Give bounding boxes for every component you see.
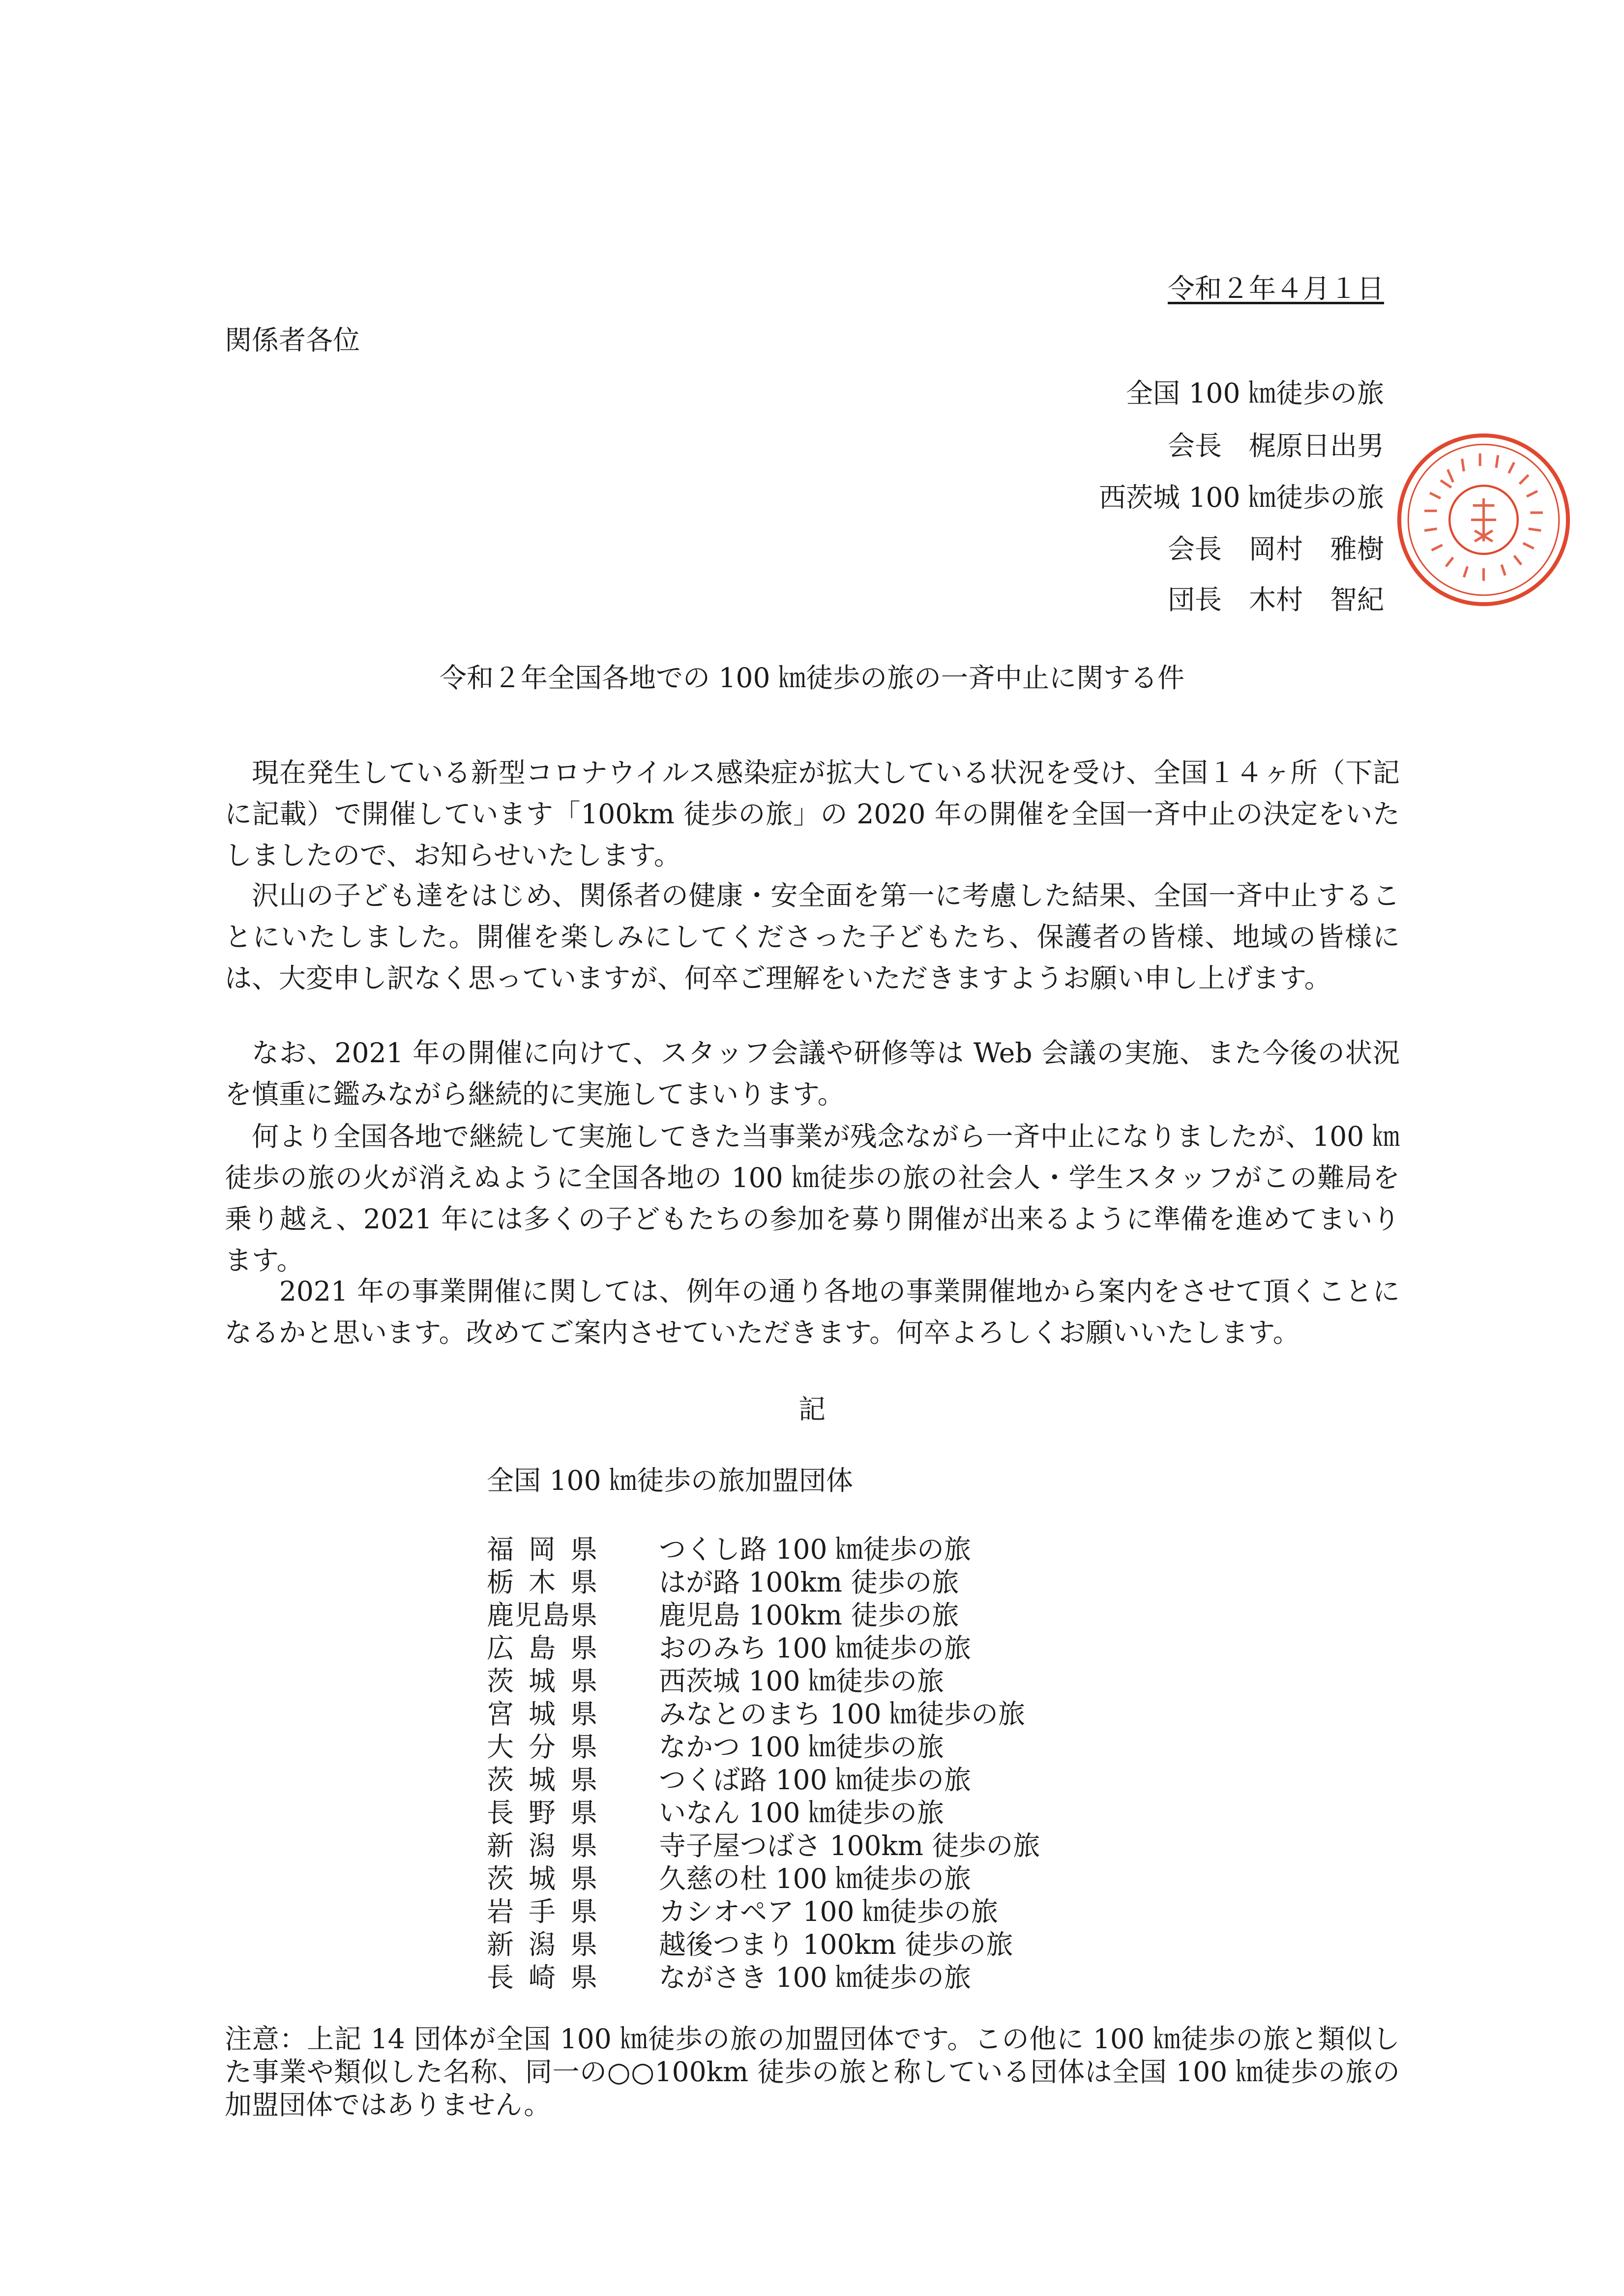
- member-group-name: いなん 100 ㎞徒歩の旅: [659, 1797, 944, 1829]
- member-prefecture: 長野県: [487, 1797, 597, 1829]
- member-group-name: はが路 100km 徒歩の旅: [659, 1567, 959, 1598]
- member-group-name: みなとのまち 100 ㎞徒歩の旅: [659, 1698, 1025, 1730]
- member-row: [487, 1698, 1025, 1734]
- member-group-name: カシオペア 100 ㎞徒歩の旅: [659, 1896, 998, 1927]
- member-row: [487, 1764, 971, 1800]
- member-prefecture: 宮城県: [487, 1698, 597, 1730]
- member-group-name: 越後つまり 100km 徒歩の旅: [659, 1929, 1013, 1960]
- body-paragraph: 沢山の子ども達をはじめ、関係者の健康・安全面を第一に考慮した結果、全国一斉中止することにいたしました。開催を楽しみにしてくださった子どもたち、保護者の皆様、地域の皆様には、大変申し訳なく思っていますが、何卒ご理解をいただきますようお願い申し上げます。: [225, 880, 1400, 994]
- official-seal: [1394, 430, 1573, 610]
- member-row: [487, 1731, 944, 1767]
- member-row: [487, 1536, 971, 1569]
- member-prefecture: 茨城県: [487, 1863, 597, 1894]
- member-row: [487, 1931, 1013, 1964]
- member-group-name: つくし路 100 ㎞徒歩の旅: [659, 1534, 971, 1565]
- member-group-name: つくば路 100 ㎞徒歩の旅: [659, 1764, 971, 1796]
- member-row: [487, 1865, 971, 1898]
- member-prefecture: 長崎県: [487, 1962, 597, 1993]
- member-group-name: 久慈の杜 100 ㎞徒歩の旅: [659, 1863, 971, 1894]
- member-prefecture: 福岡県: [487, 1534, 597, 1565]
- member-prefecture: 広島県: [487, 1632, 597, 1664]
- member-row: [487, 1898, 998, 1931]
- member-list-title: 全国 100 ㎞徒歩の旅加盟団体: [487, 1465, 853, 1496]
- sender-leader-nishiibaraki: 団長 木村 智紀: [1167, 584, 1384, 615]
- member-prefecture: 大分県: [487, 1731, 597, 1763]
- member-group-name: おのみち 100 ㎞徒歩の旅: [659, 1632, 971, 1664]
- member-row: [487, 1569, 959, 1602]
- member-group-name: 寺子屋つばさ 100km 徒歩の旅: [659, 1830, 1040, 1861]
- sender-chair-national: 会長 梶原日出男: [1167, 430, 1384, 462]
- member-prefecture: 鹿児島県: [487, 1599, 597, 1631]
- member-group-name: ながさき 100 ㎞徒歩の旅: [659, 1962, 971, 1993]
- member-group-name: 西茨城 100 ㎞徒歩の旅: [659, 1665, 944, 1697]
- member-row: [487, 1665, 944, 1701]
- member-prefecture: 岩手県: [487, 1896, 597, 1927]
- sender-org-nishiibaraki: 西茨城 100 ㎞徒歩の旅: [1099, 482, 1384, 513]
- member-prefecture: 栃木県: [487, 1567, 597, 1598]
- sender-org-national: 全国 100 ㎞徒歩の旅: [1126, 378, 1384, 409]
- body-paragraph: なお、2021 年の開催に向けて、スタッフ会議や研修等は Web 会議の実施、また今後の状況を慎重に鑑みながら継続的に実施してまいります。: [225, 1037, 1400, 1110]
- member-row: [487, 1797, 944, 1832]
- addressee: 関係者各位: [225, 324, 360, 356]
- body-paragraph: 現在発生している新型コロナウイルス感染症が拡大している状況を受け、全国１４ヶ所（下記に記載）で開催しています「100km 徒歩の旅」の 2020 年の開催を全国一斉中止の決定をいたしましたので、お知らせいたします。: [225, 757, 1400, 871]
- footnote: 注意：上記 14 団体が全国 100 ㎞徒歩の旅の加盟団体です。この他に 100 ㎞徒歩の旅と類似した事業や類似した名称、同一の○○100km 徒歩の旅と称している団体は全国 100 ㎞徒歩の旅の加盟団体ではありません。: [225, 2023, 1400, 2121]
- member-row: [487, 1832, 1040, 1865]
- member-prefecture: 新潟県: [487, 1830, 597, 1861]
- ki-heading: 記: [798, 1394, 826, 1425]
- member-prefecture: 茨城県: [487, 1665, 597, 1697]
- sender-chair-nishiibaraki: 会長 岡村 雅樹: [1167, 533, 1384, 565]
- member-group-name: 鹿児島 100km 徒歩の旅: [659, 1599, 959, 1631]
- member-prefecture: 茨城県: [487, 1764, 597, 1796]
- member-prefecture: 新潟県: [487, 1929, 597, 1960]
- body-paragraph: 2021 年の事業開催に関しては、例年の通り各地の事業開催地から案内をさせて頂くことになるかと思います。改めてご案内させていただきます。何卒よろしくお願いいたします。: [225, 1276, 1400, 1348]
- document-date: 令和２年４月１日: [1167, 273, 1384, 304]
- member-row: [487, 1632, 971, 1668]
- member-group-name: なかつ 100 ㎞徒歩の旅: [659, 1731, 944, 1763]
- member-row: [487, 1964, 971, 1997]
- body-paragraph: 何より全国各地で継続して実施してきた当事業が残念ながら一斉中止になりましたが、100 ㎞徒歩の旅の火が消えぬように全国各地の 100 ㎞徒歩の旅の社会人・学生スタッフがこの難局を乗り越え、2021 年には多くの子どもたちの参加を募り開催が出来るように準備を進めてまいります。: [225, 1121, 1400, 1276]
- member-row: [487, 1599, 959, 1635]
- subject-line: 令和２年全国各地での 100 ㎞徒歩の旅の一斉中止に関する件: [440, 662, 1184, 694]
